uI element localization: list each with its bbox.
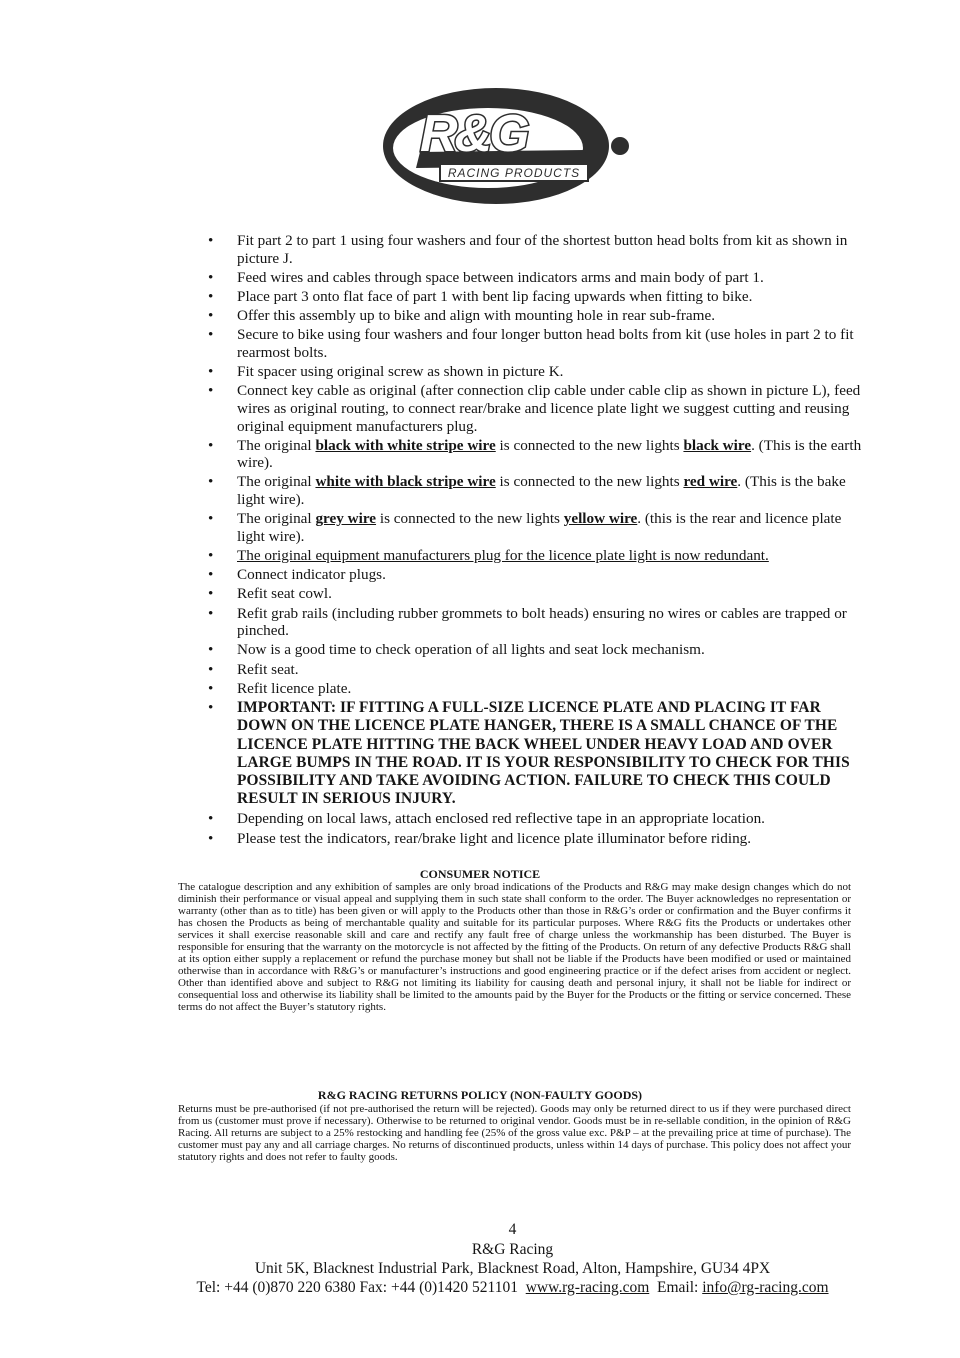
list-item: • The original equipment manufacturers plug for the licence plate light is now redundant. (208, 547, 769, 565)
rg-logo (380, 82, 642, 212)
list-item: • Please test the indicators, rear/brake light and licence plate illuminator before riding. (208, 829, 752, 847)
list-item: • Feed wires and cables through space between indicators arms and main body of part 1. (208, 268, 764, 286)
list-item: • Refit licence plate. (208, 679, 352, 697)
list-item: • Depending on local laws, attach enclosed red reflective tape in an appropriate location. (208, 810, 765, 828)
list-item: • Refit grab rails (including rubber grommets to bolt heads) ensuring no wires or cables are trapped or pinched. (208, 604, 847, 640)
company-name: R&G Racing (471, 1241, 554, 1258)
list-item-wire-licence: • The original grey wire is connected to the new lights yellow wire. (this is the rear and licence plate light wire). (208, 510, 842, 545)
list-item: • Refit seat. (208, 660, 299, 678)
wire-name: grey wire (315, 510, 377, 528)
rg-logo-graphic (380, 82, 642, 212)
logo-brand-text: R&G (420, 105, 527, 163)
important-warning: • IMPORTANT: IF FITTING A FULL-SIZE LICENCE PLATE AND PLACING IT FAR DOWN ON THE LICENCE PLATE HANGER, THERE IS A SMALL CHANCE OF THE LICENCE PLATE HITTING THE BACK WHEEL UNDER HEAVY LOAD AND OVER LARGE BUMPS IN THE ROAD. IT IS YOUR RESPONSIBILITY TO CHECK FOR THIS POSSIBILITY AND TAKE AVOIDING ACTION. FAILURE TO CHECK THIS COULD RESULT IN SERIOUS INJURY. (208, 698, 850, 808)
list-item: • Connect key cable as original (after connection clip cable under cable clip as shown in picture L), feed wires as original routing, to connect rear/brake and licence plate light we suggest cutting and reusing original equipment manufacturers plug. (208, 382, 861, 435)
list-item: • Refit seat cowl. (208, 585, 332, 603)
list-item: • Fit part 2 to part 1 using four washers and four of the shortest button head bolts from kit as shown in picture J. (208, 232, 848, 267)
contact-line (0, 1278, 960, 1298)
wire-name: yellow wire (563, 510, 638, 528)
email-label: Email: (657, 1279, 699, 1296)
list-item: • Fit spacer using original screw as shown in picture K. (208, 363, 564, 381)
list-item: • Offer this assembly up to bike and align with mounting hole in rear sub-frame. (208, 307, 716, 325)
list-item-wire-brake: • The original white with black stripe wire is connected to the new lights red wire. (This is the bake light wire). (208, 473, 846, 509)
list-item: • Now is a good time to check operation of all lights and seat lock mechanism. (208, 641, 705, 659)
logo-tagline: RACING PRODUCTS (447, 166, 581, 180)
wire-name: black with white stripe wire (315, 436, 496, 454)
tel-fax: Tel: +44 (0)870 220 6380 Fax: +44 (0)1420 521101 (196, 1279, 518, 1296)
consumer-notice-body: The catalogue description and any exhibition of samples are only broad indications of the Products and R&G may make design changes which do not diminish their performance or visual appeal and supplying them in such state shall conform to the order. The Buyer acknowledges no representation or warranty (other than as to title) has been given or will apply to the Products other than those in R&G’s order or confirmation and the Buyer confirms it has chosen the Products as being of merchantable quality and suitable for its particular purposes. Where R&G fits the Products or undertakes other services it shall exercise reasonable skill and care and rectify any fault free of charge unless the workmanship has been disturbed. The Buyer is responsible for ensuring that the warranty on the motorcycle is not affected by the fitting of the Products. On return of any defective Products R&G shall at its option either supply a replacement or refund the purchase money but shall not be liable if the Products have been modified or used or maintained otherwise than in accordance with R&G’s or manufacturer’s instructions and good engineering practice or if the defect arises from accident or neglect. Other than identified above and subject to R&G not limiting its liability for causing death and personal injury, it shall not be liable for indirect or consequential loss and otherwise its liability shall be limited to the amounts paid by the Buyer for the Products or the fitting or service concerned. These terms do not affect the Buyer’s statutory rights. (178, 881, 851, 1014)
list-item-wire-earth: • The original black with white stripe wire is connected to the new lights black wire. (This is the earth wire). (208, 436, 862, 472)
wire-name: black wire (683, 436, 752, 454)
consumer-notice-title: CONSUMER NOTICE (419, 867, 541, 881)
wire-name: red wire (683, 473, 738, 491)
instruction-list (204, 232, 864, 849)
list-item: • Connect indicator plugs. (208, 566, 386, 584)
returns-policy-title: R&G RACING RETURNS POLICY (NON-FAULTY GOODS) (317, 1088, 643, 1102)
email-link[interactable]: info@rg-racing.com (702, 1279, 829, 1296)
list-item: • Place part 3 onto flat face of part 1 with bent lip facing upwards when fitting to bike. (208, 287, 753, 305)
page-number: 4 (508, 1221, 517, 1238)
returns-policy-body: Returns must be pre-authorised (if not pre-authorised the return will be rejected). Goods may only be returned direct to us if they were purchased direct from us (customer must prove if necessary). Otherwise to be returned to original vendor. Goods must be in re-sellable condition, in the opinion of R&G Racing. All returns are subject to a 25% restocking and handling fee (25% of the gross value exc. P&P – at the prevailing price at time of purchase). The customer must pay any and all carriage charges. No returns of discontinued products, unless within 14 days of purchase. This policy does not affect your statutory rights and does not refer to faulty goods. (178, 1103, 851, 1164)
company-address: Unit 5K, Blacknest Industrial Park, Blacknest Road, Alton, Hampshire, GU34 4PX (254, 1260, 771, 1277)
wire-name: white with black stripe wire (315, 473, 496, 491)
website-link[interactable]: www.rg-racing.com (525, 1279, 650, 1296)
list-item: • Secure to bike using four washers and four longer button head bolts from kit (use holes in part 2 to fit rearmost bolts. (208, 326, 854, 361)
